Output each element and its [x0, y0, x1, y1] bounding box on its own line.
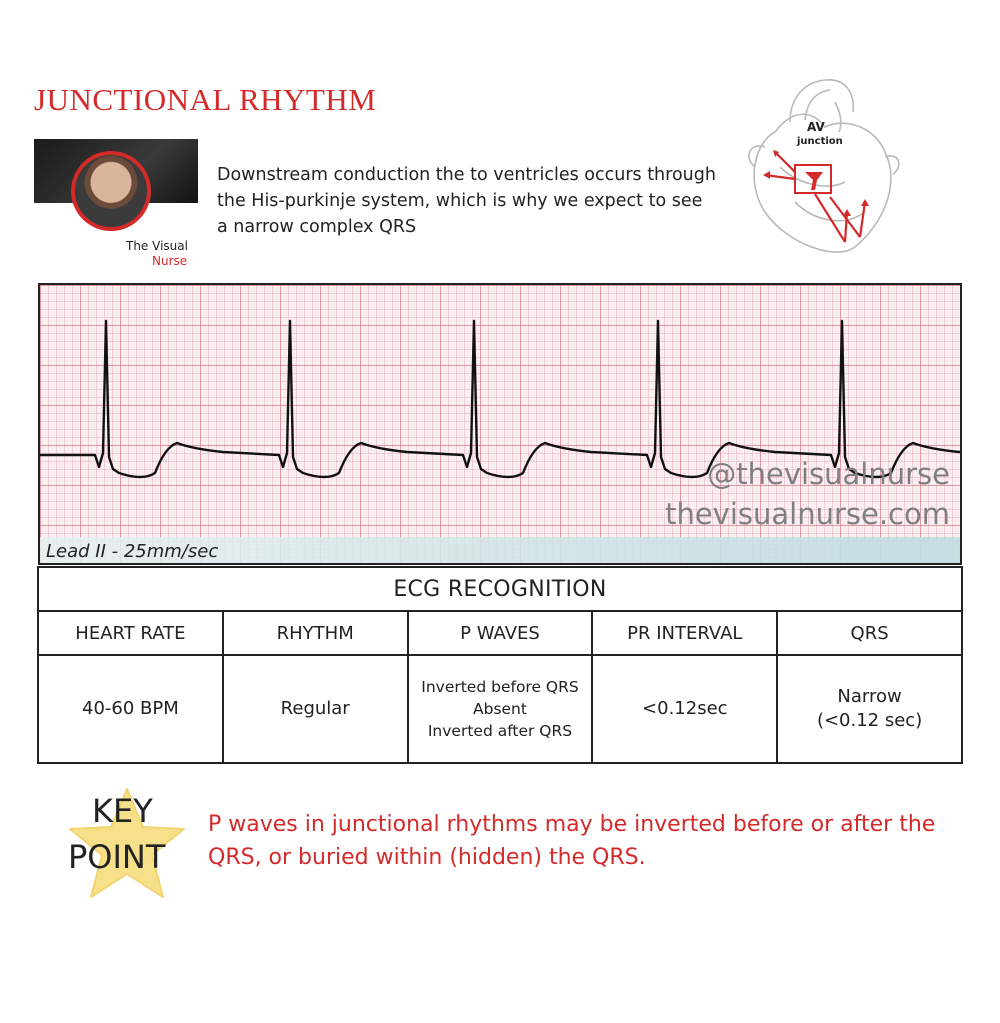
header-pr-interval: PR INTERVAL [592, 611, 777, 655]
heart-icon [735, 72, 905, 267]
header-rhythm: RHYTHM [223, 611, 408, 655]
key-point-label-line1: KEY [92, 792, 153, 830]
heart-label-line1: AV [807, 120, 825, 134]
heart-label-line2: junction [797, 136, 843, 147]
watermark-handle: @thevisualnurse [707, 457, 950, 491]
p-waves-line: Inverted after QRS [427, 722, 573, 740]
table-caption: ECG RECOGNITION [38, 567, 962, 611]
value-p-waves [408, 655, 593, 763]
header-heart-rate: HEART RATE [38, 611, 223, 655]
value-heart-rate: 40-60 BPM [38, 655, 223, 763]
value-pr-interval: <0.12sec [592, 655, 777, 763]
brand-name-line2: Nurse [152, 254, 188, 268]
page-title: JUNCTIONAL RHYTHM [34, 82, 377, 117]
p-waves-line: Inverted before QRS [421, 678, 579, 696]
qrs-line: Narrow [837, 686, 902, 707]
key-point-label-line2: POINT [68, 838, 166, 876]
key-point-text: P waves in junctional rhythms may be inverted before or after the QRS, or buried within (hidden) the QRS. [208, 812, 936, 870]
heart-diagram [735, 72, 905, 267]
watermark-site: thevisualnurse.com [665, 497, 950, 531]
header-qrs: QRS [777, 611, 962, 655]
lead-label: Lead II - 25mm/sec [46, 541, 219, 562]
p-waves-line: Absent [473, 700, 527, 718]
value-rhythm: Regular [223, 655, 408, 763]
ecg-recognition-table [37, 566, 963, 764]
qrs-line: (<0.12 sec) [816, 710, 923, 731]
avatar [71, 151, 151, 231]
ecg-strip [38, 283, 962, 565]
value-qrs [777, 655, 962, 763]
brand-name-line1: The Visual [126, 239, 188, 253]
intro-text: Downstream conduction the to ventricles occurs through the His-purkinje system, which is why we expect to see a narrow complex QRS [217, 165, 716, 237]
header-p-waves: P WAVES [408, 611, 593, 655]
brand-logo [34, 139, 198, 267]
